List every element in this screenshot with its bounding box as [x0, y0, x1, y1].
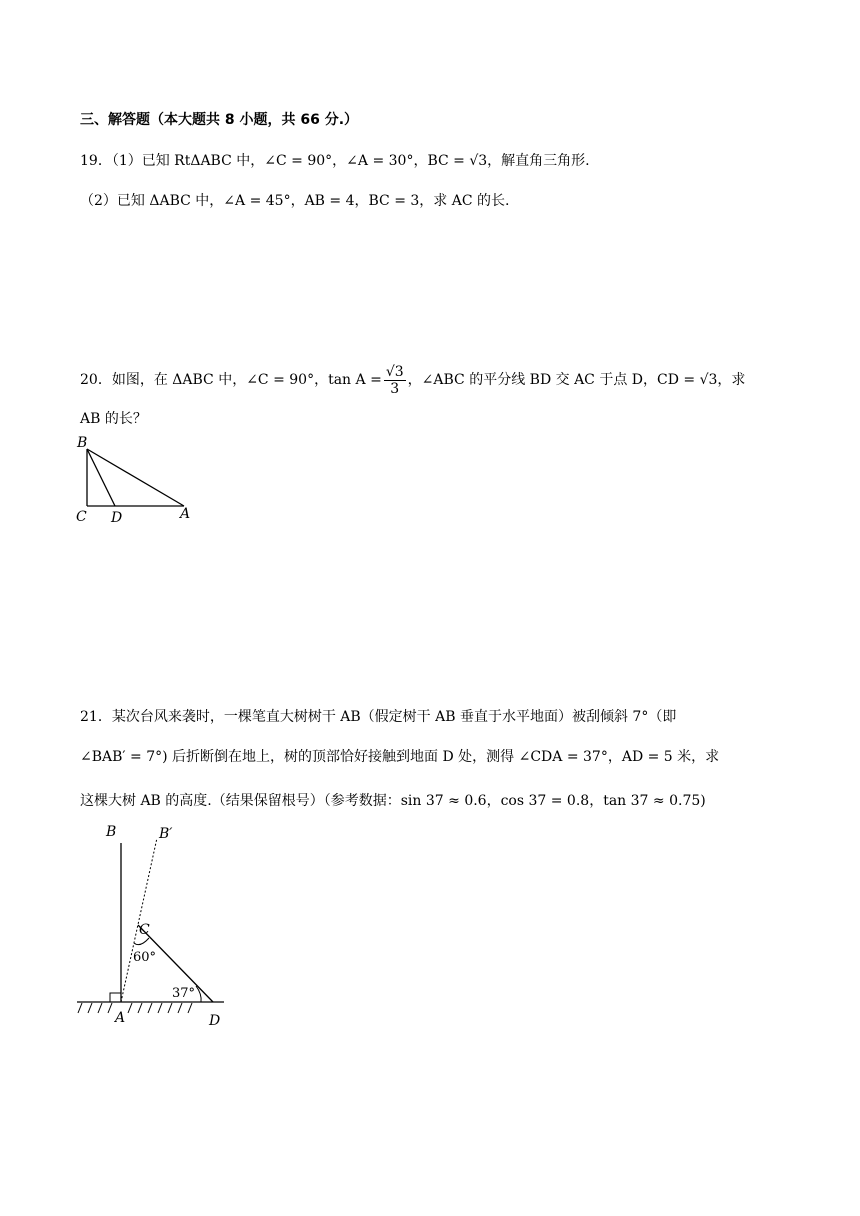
ground-line: [77, 1002, 224, 1013]
angle-60-arc: [134, 938, 149, 945]
question-20-line-2: AB 的长？: [80, 411, 147, 427]
question-19-part-2: （2）已知 ΔABC 中，∠A = 45°，AB = 4，BC = 3，求 AC 的长.: [80, 193, 510, 209]
question-21-line-1: 21．某次台风来袭时，一棵笔直大树树干 AB（假定树干 AB 垂直于水平地面）被刮倾斜 7°（即: [80, 709, 677, 725]
question-19-part-1: 19．（1）已知 RtΔABC 中，∠C = 90°，∠A = 30°，BC = √3，解直角三角形.: [80, 153, 590, 169]
label-c-break: C: [139, 922, 150, 938]
fraction-numerator: √3: [385, 363, 404, 380]
tilt-line-ab-prime: [121, 838, 157, 1002]
label-a: A: [180, 506, 191, 522]
question-21-line-3: 这棵大树 AB 的高度.（结果保留根号）（参考数据：sin 37 ≈ 0.6，cos 37 = 0.8，tan 37 ≈ 0.75): [80, 793, 706, 809]
question-21-line-2: ∠BAB′ = 7°) 后折断倒在地上，树的顶部恰好接触到地面 D 处，测得 ∠CDA = 37°，AD = 5 米，求: [80, 749, 720, 765]
label-b-prime: B′: [159, 826, 173, 842]
question-20-text-end: ，∠ABC 的平分线 BD 交 AC 于点 D，CD = √3，求: [407, 372, 746, 388]
label-angle-60: 60°: [133, 950, 157, 965]
label-b: B: [77, 435, 88, 451]
label-d-ground: D: [209, 1013, 221, 1029]
label-c: C: [76, 509, 87, 525]
label-angle-37: 37°: [172, 986, 196, 1001]
question-20-text-start: 20．如图，在 ΔABC 中，∠C = 90°，tan A =: [80, 372, 382, 388]
label-a-base: A: [115, 1010, 126, 1026]
label-d: D: [111, 510, 123, 526]
label-b-top: B: [106, 824, 117, 840]
section-heading: 三、解答题（本大题共 8 小题，共 66 分.）: [80, 112, 359, 128]
tree-trunk-ab: [110, 843, 121, 1002]
fraction-denominator: 3: [390, 380, 400, 397]
